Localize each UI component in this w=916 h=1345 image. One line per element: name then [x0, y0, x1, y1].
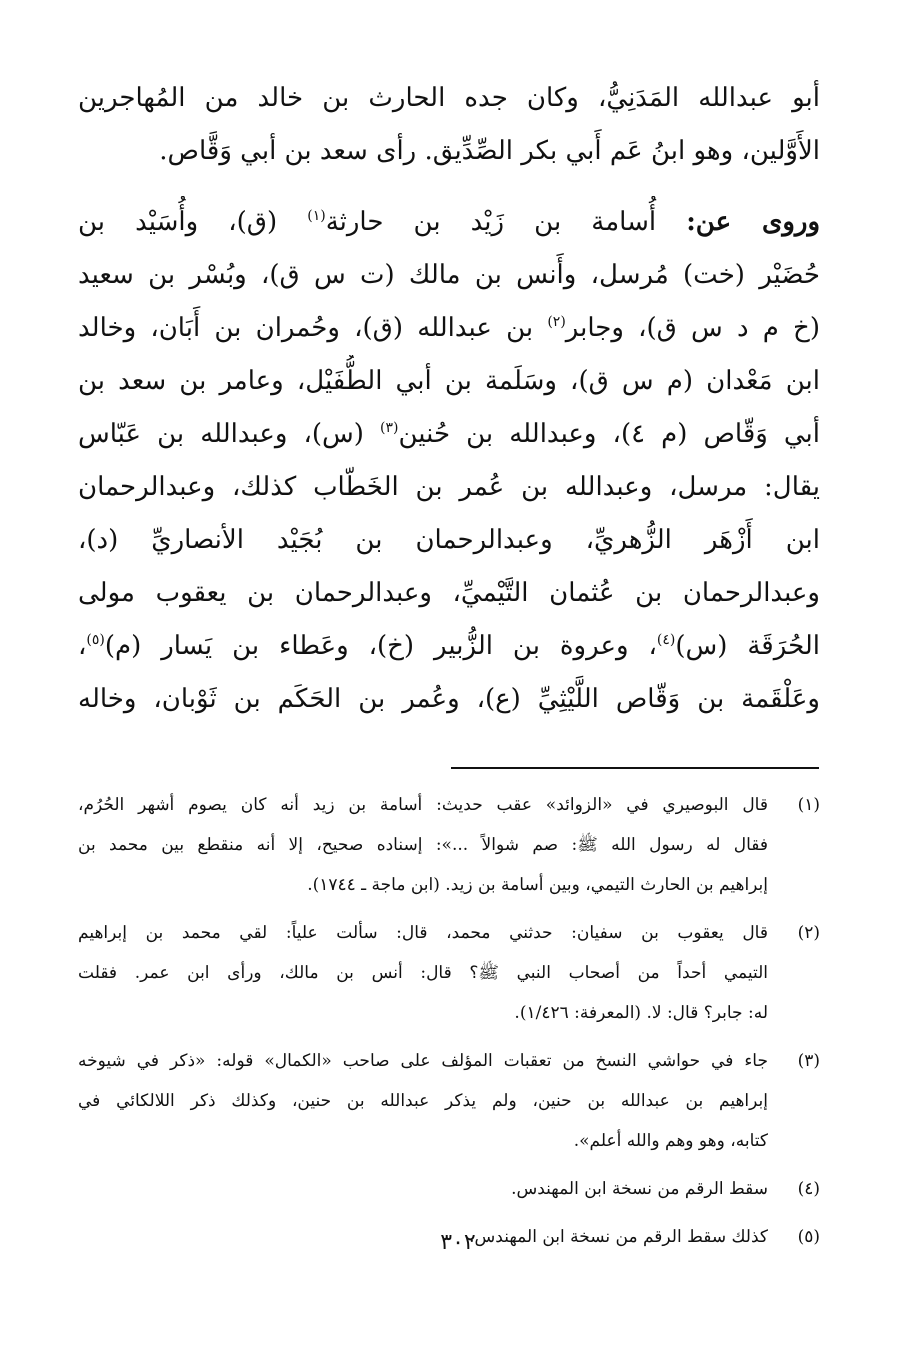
footnote-ref-1[interactable]: (١): [307, 208, 326, 224]
footnote-line: إبراهيم بن عبدالله بن حنين، ولم يذكر عبدالله بن حنين، وكذلك ذكر اللالكائي في: [78, 1091, 768, 1111]
text-line: وعبدالرحمان بن عُثمان التَّيْميِّ، وعبدالرحمان بن يعقوب مولى: [78, 578, 820, 608]
text-line: ابن أَزْهَر الزُّهريِّ، وعبدالرحمان بن بُجَيْد الأنصاريِّ (د)،: [78, 525, 820, 555]
text-line: حُضَيْر (خت) مُرسل، وأَنس بن مالك (ت س ق)، وبُسْر بن سعيد: [78, 260, 820, 290]
text-line: أبي وَقّاص (م ٤)، وعبدالله بن حُنين$^{(٣)}$ (س)، وعبدالله بن عَبّاس: [78, 419, 820, 449]
footnote-divider: [451, 767, 819, 769]
footnote-ref-4[interactable]: (٤): [656, 632, 676, 648]
text-line: الأَوَّلين، وهو ابنُ عَم أَبي بكر الصِّدِّيق. رأى سعد بن أبي وَقَّاص.: [159, 136, 820, 166]
footnote-2: [78, 913, 820, 1033]
footnote-number: (٢): [797, 923, 820, 943]
footnote-line: التيمي أحداً من أصحاب النبي ﷺ؟ قال: أنس بن مالك، ورأى ابن عمر. فقلت: [78, 963, 768, 983]
paragraph-narrated-from: [78, 196, 820, 726]
text-line: يقال: مرسل، وعبدالله بن عُمر بن الخَطّاب كذلك، وعبدالرحمان: [78, 472, 820, 502]
footnote-ref-5[interactable]: (٥): [86, 632, 105, 648]
footnote-line: كذلك سقط الرقم من نسخة ابن المهندس.: [469, 1227, 768, 1247]
text-line: (خ م د س ق)، وجابر$^{(٢)}$ بن عبدالله (ق)، وحُمران بن أَبَان، وخالد: [78, 313, 820, 343]
footnote-4: [78, 1169, 820, 1209]
text-line: أبو عبدالله المَدَنِيُّ، وكان جده الحارث بن خالد من المُهاجرين: [78, 83, 820, 113]
footnote-line: قال يعقوب بن سفيان: حدثني محمد، قال: سألت علياً: لقي محمد بن إبراهيم: [78, 923, 768, 943]
footnote-number: (٤): [797, 1179, 820, 1199]
footnote-line: إبراهيم بن الحارث التيمي، وبين أسامة بن زيد. (ابن ماجة ـ ١٧٤٤).: [307, 875, 768, 895]
footnote-line: جاء في حواشي النسخ من تعقبات المؤلف على صاحب «الكمال» قوله: «ذكر في شيوخه: [78, 1051, 768, 1071]
footnote-line: كتابه، وهو وهم والله أعلم».: [573, 1131, 768, 1151]
footnote-ref-3[interactable]: (٣): [380, 420, 399, 436]
footnote-line: سقط الرقم من نسخة ابن المهندس.: [511, 1179, 768, 1199]
footnote-number: (١): [797, 795, 820, 815]
footnotes: [78, 785, 820, 1265]
text-line: ابن مَعْدان (م س ق)، وسَلَمة بن أبي الطُّفَيْل، وعامر بن سعد بن: [78, 366, 820, 396]
text-line: الحُرَقَة (س)$^{(٤)}$، وعروة بن الزُّبير (خ)، وعَطاء بن يَسار (م)$^{(٥)}$،: [78, 631, 820, 661]
page-number: ٣٠٢: [440, 1230, 476, 1255]
footnote-line: فقال له رسول الله ﷺ: صم شوالاً ...»: إسناده صحيح، إلا أنه منقطع بين محمد بن: [78, 835, 768, 855]
footnote-3: [78, 1041, 820, 1161]
footnote-number: (٣): [797, 1051, 820, 1071]
footnote-1: [78, 785, 820, 905]
footnote-line: قال البوصيري في «الزوائد» عقب حديث: أسامة بن زيد أنه كان يصوم أشهر الحُرُم،: [78, 795, 768, 815]
section-label: وروى عن:: [686, 207, 820, 237]
footnote-number: (٥): [797, 1227, 820, 1247]
footnote-ref-2[interactable]: (٢): [547, 314, 566, 330]
footnote-line: له: جابر؟ قال: لا. (المعرفة: ١/٤٢٦).: [514, 1003, 768, 1023]
text-line: وروى عن: أُسامة بن زَيْد بن حارثة$^{(١)}$ (ق)، وأُسَيْد بن: [78, 207, 820, 237]
paragraph-intro: [78, 72, 820, 178]
text-line: وعَلْقَمة بن وَقّاص اللَّيْثِيِّ (ع)، وعُمر بن الحَكَم بن ثَوْبان، وخاله: [78, 684, 820, 714]
